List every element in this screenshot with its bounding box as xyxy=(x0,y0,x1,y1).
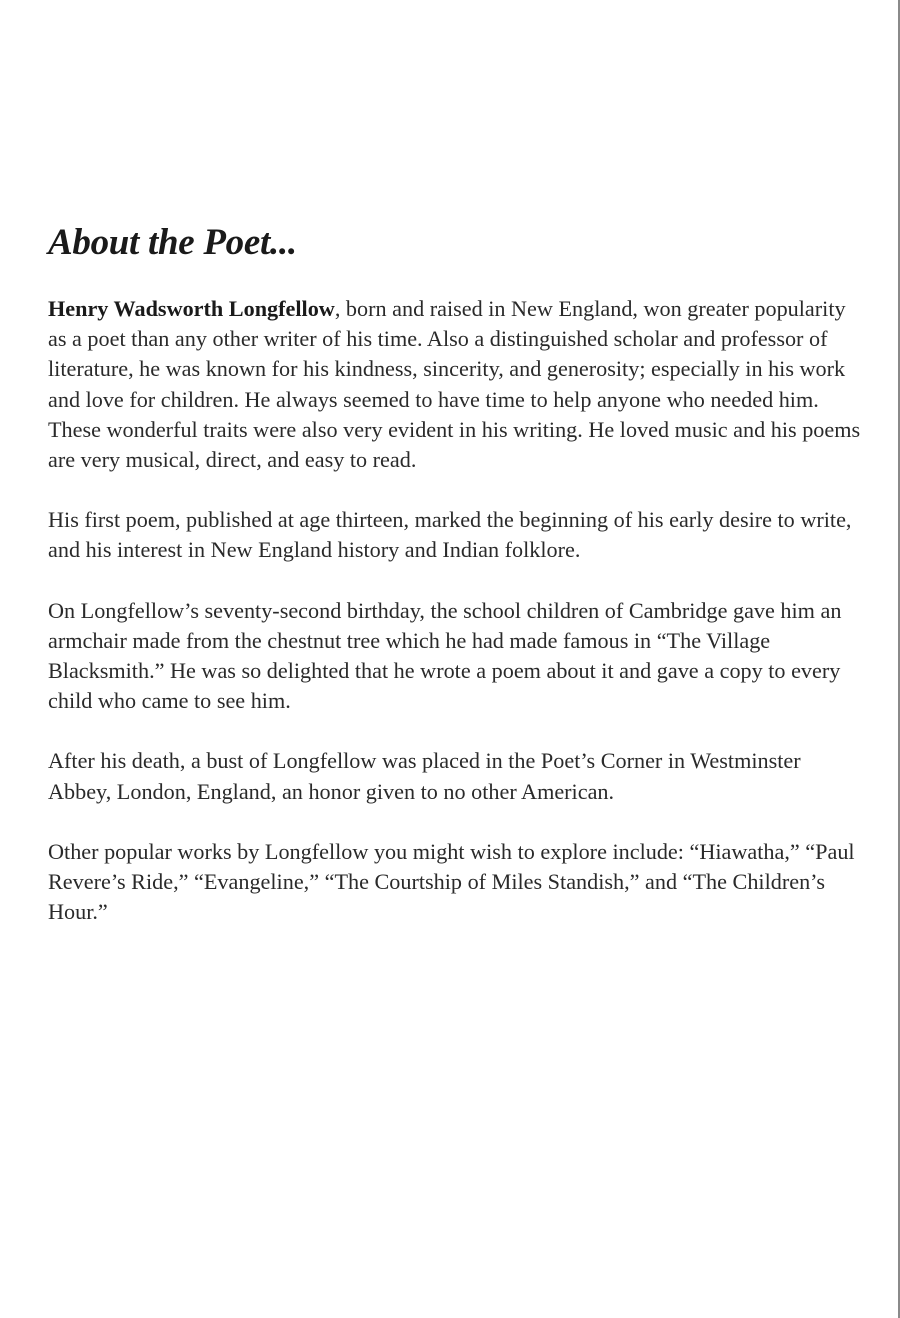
page-title: About the Poet... xyxy=(48,222,297,263)
paragraph-text: Other popular works by Longfellow you might wish to explore include: “Hiawatha,” “Paul Revere’s Ride,” “Evangeline,” “The Courtship of Miles Standish,” and “The Children’s Hour.” xyxy=(48,838,855,925)
paragraph-birthday xyxy=(48,596,863,717)
poet-name: Henry Wadsworth Longfellow xyxy=(48,296,335,321)
paragraph-text: On Longfellow’s seventy-second birthday, the school children of Cambridge gave him an armchair made from the chestnut tree which he had made famous in “The Village Blacksmith.” He was so delighted that he wrote a poem about it and gave a copy to every child who came to see him. xyxy=(48,597,842,714)
page-content xyxy=(48,220,863,957)
paragraph-text: After his death, a bust of Longfellow was placed in the Poet’s Corner in Westminster Abbey, London, England, an honor given to no other American. xyxy=(48,748,801,804)
paragraph-first-poem xyxy=(48,505,863,565)
paragraph-other-works xyxy=(48,837,863,928)
paragraph-text: , born and raised in New England, won greater popularity as a poet than any other writer of his time. Also a distinguished scholar and professor of literature, he was known for his kindness, sincerity, and generosity; especially in his work and love for children. He always seemed to have time to help anyone who needed him. These wonderful traits were also very evident in his writing. He loved music and his poems are very musical, direct, and easy to read. xyxy=(48,296,861,473)
paragraph-text: His first poem, published at age thirteen, marked the beginning of his early desire to write, and his interest in New England history and Indian folklore. xyxy=(48,507,852,563)
paragraph-biography xyxy=(48,294,863,475)
paragraph-death xyxy=(48,746,863,806)
